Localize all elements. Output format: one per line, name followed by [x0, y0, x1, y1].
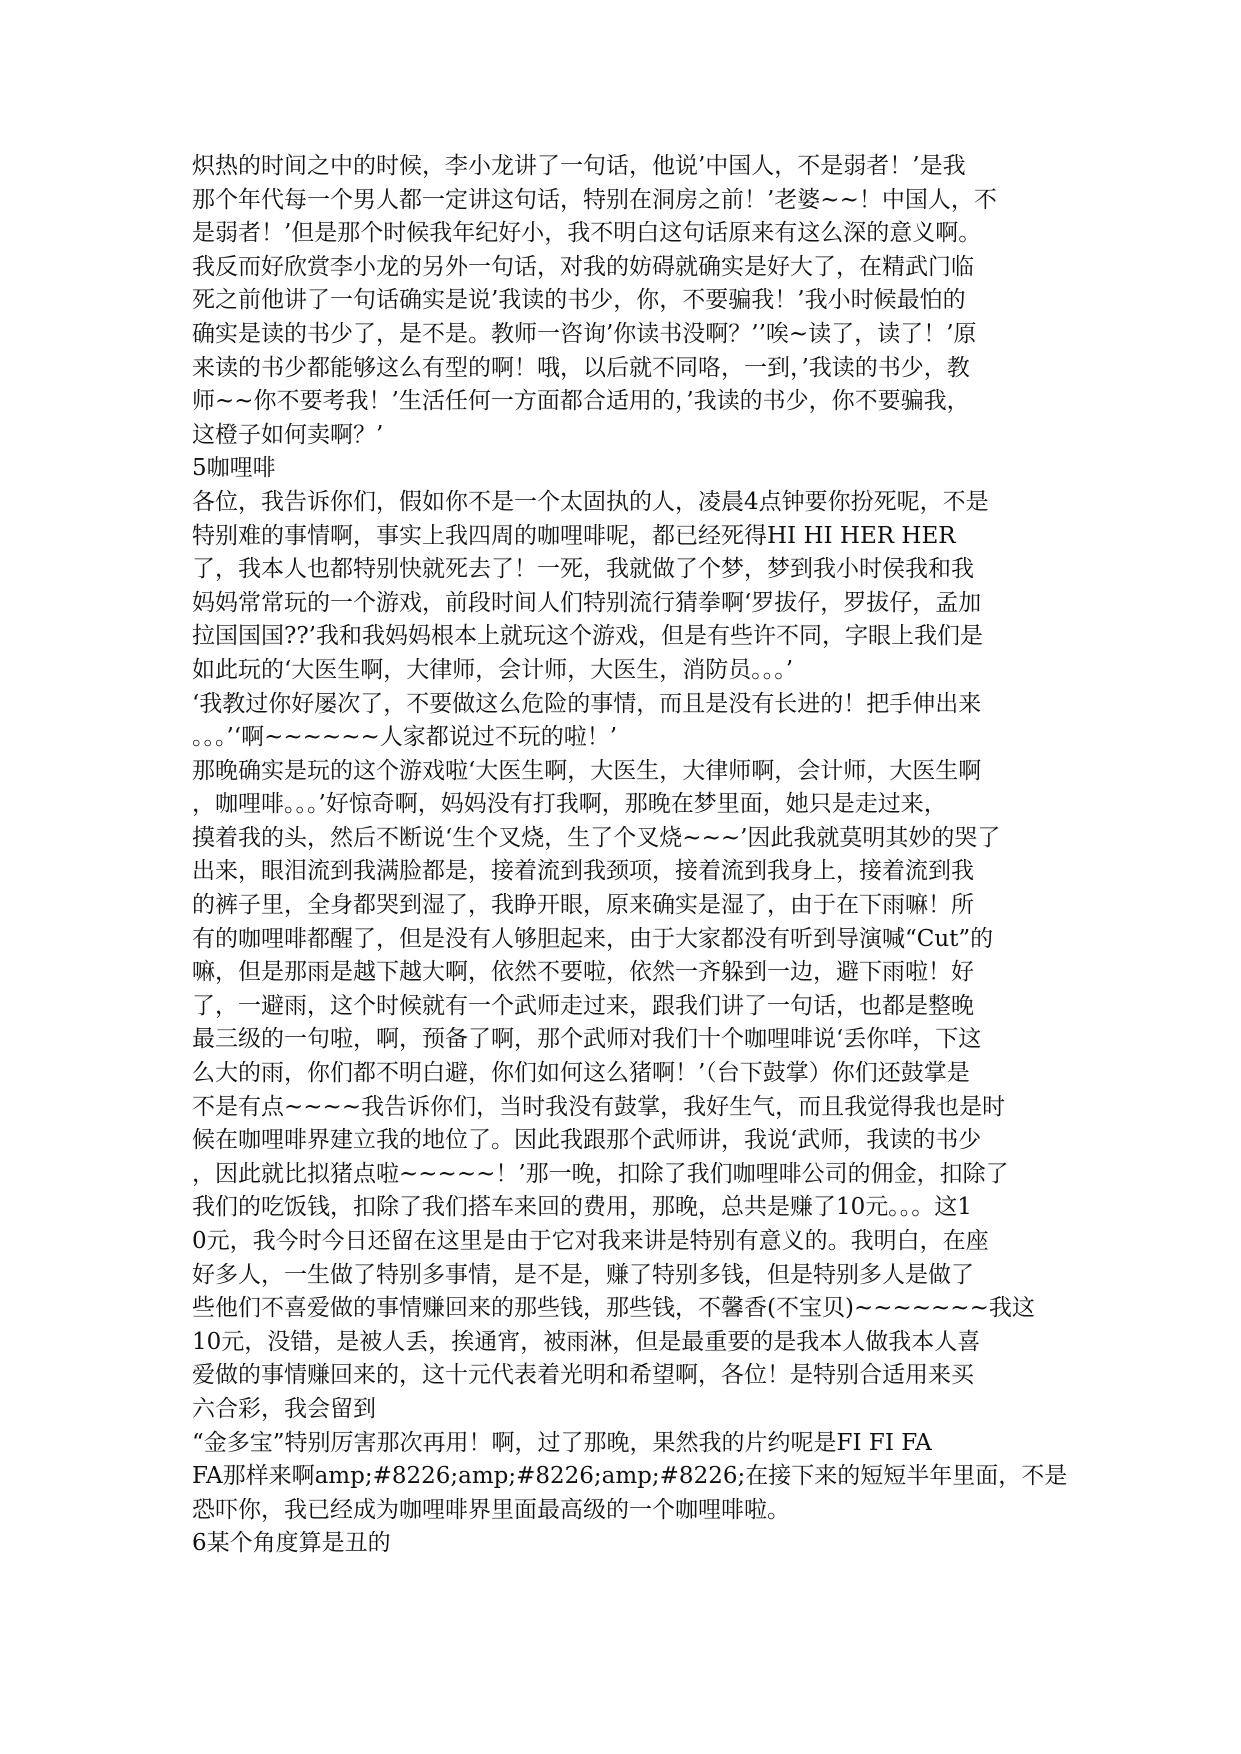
- text-line: 这橙子如何卖啊？’: [192, 421, 384, 448]
- text-line: 妈妈常常玩的一个游戏，前段时间人们特别流行猜拳啊‘罗拔仔，罗拔仔，孟加: [192, 589, 982, 616]
- text-line: ，因此就比拟猪点啦~~~~~！’那一晚，扣除了我们咖哩啡公司的佣金，扣除了: [192, 1160, 1009, 1187]
- text-line: 候在咖哩啡界建立我的地位了。因此我跟那个武师讲，我说‘武师，我读的书少: [192, 1127, 982, 1154]
- body-text: [192, 150, 1068, 1561]
- text-line: 。。。’‘啊~~~~~~人家都说过不玩的啦！’: [192, 724, 618, 751]
- text-line: 恐吓你，我已经成为咖哩啡界里面最高级的一个咖哩啡啦。: [192, 1496, 790, 1523]
- text-line: 拉国国国??’我和我妈妈根本上就玩这个游戏，但是有些许不同，字眼上我们是: [192, 623, 983, 650]
- text-line: ，咖哩啡。。。’好惊奇啊，妈妈没有打我啊，那晚在梦里面，她只是走过来，: [192, 791, 947, 818]
- text-line: 我们的吃饭钱，扣除了我们搭车来回的费用，那晚，总共是赚了10元。。。这1: [192, 1194, 972, 1221]
- text-line: 嘛，但是那雨是越下越大啊，依然不要啦，依然一齐躲到一边，避下雨啦！好: [192, 959, 974, 986]
- text-line: 0元，我今时今日还留在这里是由于它对我来讲是特别有意义的。我明白，在座: [192, 1228, 989, 1254]
- text-line: 10元，没错，是被人丢，挨通宵，被雨淋，但是最重要的是我本人做我本人喜: [192, 1328, 981, 1355]
- text-line: 那晚确实是玩的这个游戏啦‘大医生啊，大医生，大律师啊，会计师，大医生啊: [192, 757, 982, 784]
- text-line: 师~~你不要考我！’生活任何一方面都合适用的，’我读的书少，你不要骗我，: [192, 388, 970, 415]
- text-line: 爱做的事情赚回来的，这十元代表着光明和希望啊，各位！是特别合适用来买: [192, 1362, 974, 1389]
- text-line: 摸着我的头，然后不断说‘生个叉烧，生了个叉烧~~~’因此我就莫明其妙的哭了: [192, 824, 1001, 851]
- text-line: 确实是读的书少了，是不是。教师一咨询’你读书没啊？’’唉~读了，读了！’原: [192, 320, 977, 347]
- text-line: 了，我本人也都特别快就死去了！一死，我就做了个梦，梦到我小时侯我和我: [192, 556, 974, 583]
- text-line: 的裤子里，全身都哭到湿了，我睁开眼，原来确实是湿了，由于在下雨嘛！所: [192, 892, 974, 919]
- text-line: 那个年代每一个男人都一定讲这句话，特别在洞房之前！’老婆~~！中国人，不: [192, 186, 997, 213]
- text-line: 了，一避雨，这个时候就有一个武师走过来，跟我们讲了一句话，也都是整晚: [192, 992, 974, 1019]
- text-line: 有的咖哩啡都醒了，但是没有人够胆起来，由于大家都没有听到导演喊“Cut”的: [192, 925, 994, 952]
- text-line: 如此玩的‘大医生啊，大律师，会计师，大医生，消防员。。。’: [192, 656, 794, 683]
- text-line: ‘我教过你好屡次了，不要做这么危险的事情，而且是没有长进的！把手伸出来: [192, 690, 982, 717]
- text-line: FA那样来啊amp;#8226;amp;#8226;amp;#8226;在接下来的短短半年里面，不是: [192, 1463, 1068, 1490]
- text-line: 6某个角度算是丑的: [192, 1530, 391, 1557]
- text-line: 炽热的时间之中的时候，李小龙讲了一句话，他说’中国人，不是弱者！’是我: [192, 153, 966, 179]
- text-line: 些他们不喜爱做的事情赚回来的那些钱，那些钱，不馨香(不宝贝)~~~~~~~我这: [192, 1295, 1035, 1322]
- text-line: 是弱者！’但是那个时候我年纪好小，我不明白这句话原来有这么深的意义啊。: [192, 220, 982, 247]
- text-line: 六合彩，我会留到: [192, 1395, 376, 1422]
- text-line: 出来，眼泪流到我满脸都是，接着流到我颈项，接着流到我身上，接着流到我: [192, 858, 974, 885]
- text-line: 最三级的一句啦，啊，预备了啊，那个武师对我们十个咖哩啡说‘丢你咩，下这: [192, 1026, 982, 1053]
- text-line: 死之前他讲了一句话确实是说’我读的书少，你，不要骗我！’我小时候最怕的: [192, 287, 966, 314]
- text-line: 来读的书少都能够这么有型的啊！哦，以后就不同咯，一到，’我读的书少，教: [192, 354, 970, 381]
- text-line: 各位，我告诉你们，假如你不是一个太固执的人，凌晨4点钟要你扮死呢，不是: [192, 488, 989, 515]
- text-line: “金多宝”特别厉害那次再用！啊，过了那晚，果然我的片约呢是FI FI FA: [192, 1429, 932, 1456]
- text-line: 5咖哩啡: [192, 455, 276, 482]
- text-line: 么大的雨，你们都不明白避，你们如何这么猪啊！’（台下鼓掌）你们还鼓掌是: [192, 1060, 970, 1087]
- text-line: 特别难的事情啊，事实上我四周的咖哩啡呢，都已经死得HI HI HER HER: [192, 522, 956, 549]
- text-line: 我反而好欣赏李小龙的另外一句话，对我的妨碍就确实是好大了，在精武门临: [192, 253, 974, 280]
- text-line: 不是有点~~~~我告诉你们，当时我没有鼓掌，我好生气，而且我觉得我也是时: [192, 1093, 1006, 1120]
- text-line: 好多人，一生做了特别多事情，是不是，赚了特别多钱，但是特别多人是做了: [192, 1261, 974, 1288]
